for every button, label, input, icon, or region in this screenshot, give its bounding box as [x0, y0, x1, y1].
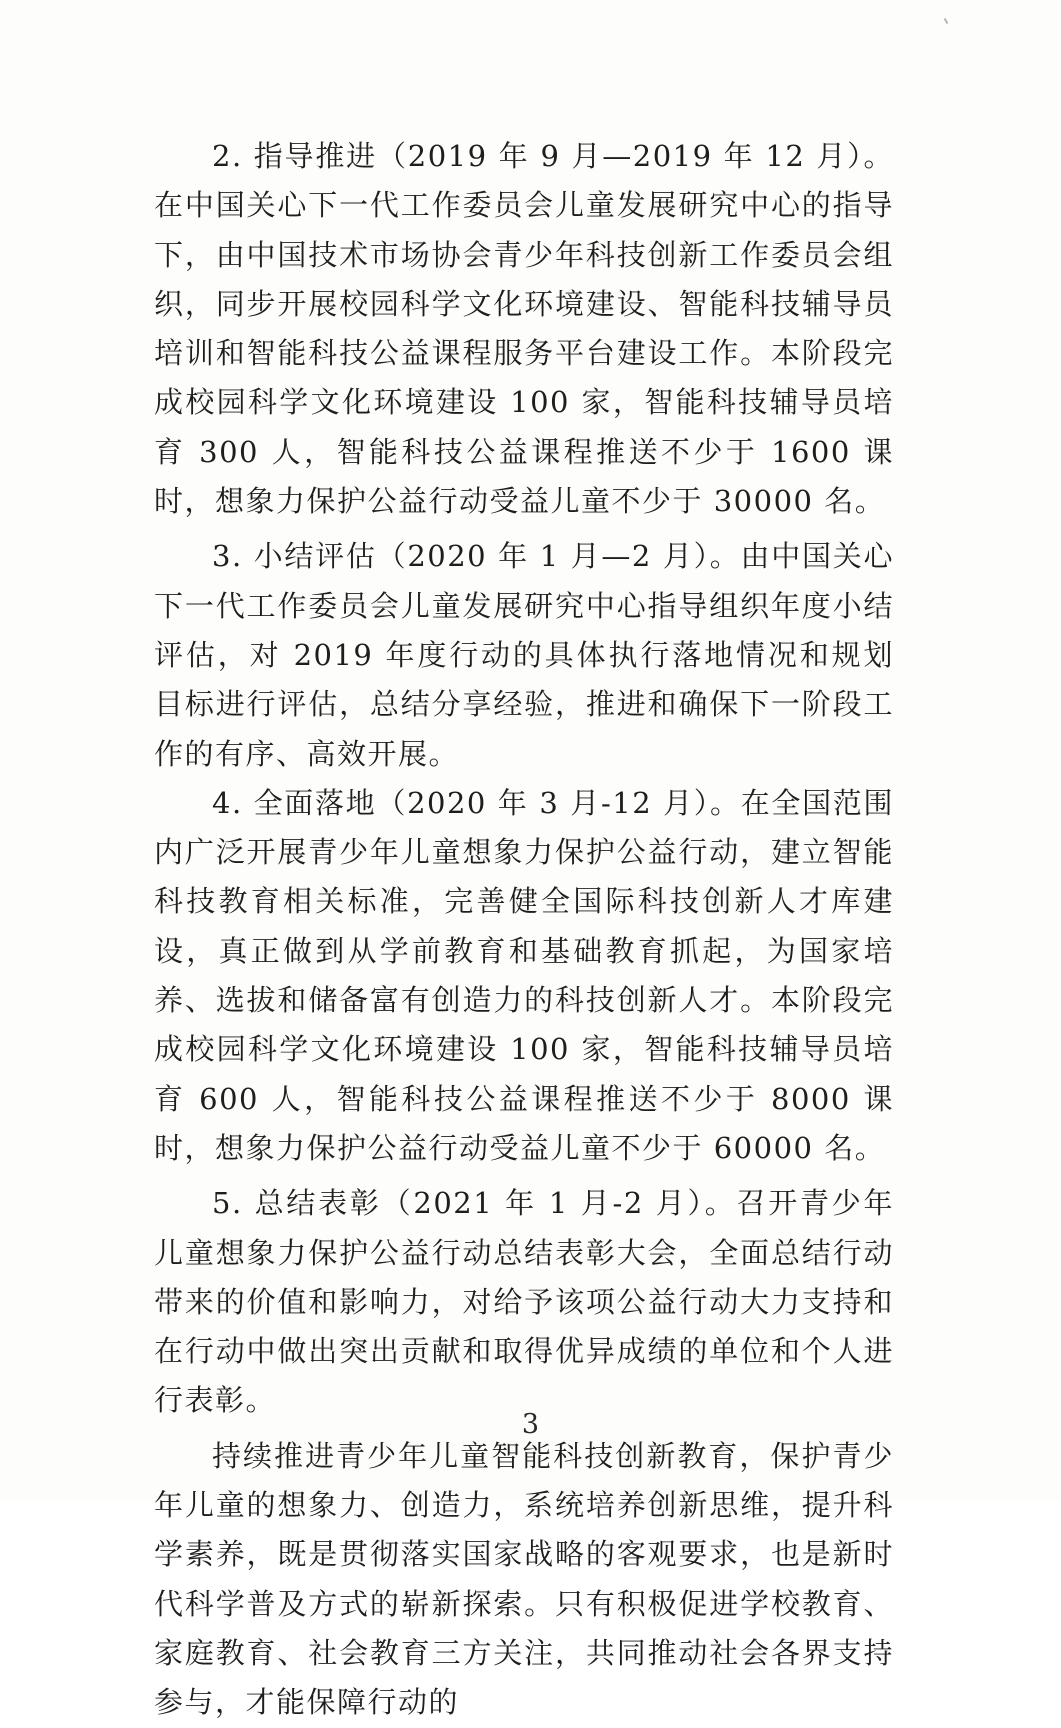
paragraph-full-implementation: 4. 全面落地（2020 年 3 月-12 月）。在全国范围内广泛开展青少年儿童想象力保护公益行动，建立智能科技教育相关标准，完善健全国际科技创新人才库建设，真正做到从学前教育和基础教育抓起，为国家培养、选拔和储备富有创造力的科技创新人才。本阶段完成校园科学文化环境建设 100 家，智能科技辅导员培育 600 人，智能科技公益课程推送不少于 8000 课时，想象力保护公益行动受益儿童不少于 60000 名。 [154, 785, 894, 1165]
paragraph-commendation: 5. 总结表彰（2021 年 1 月-2 月）。召开青少年儿童想象力保护公益行动总结表彰大会，全面总结行动带来的价值和影响力，对给予该项公益行动大力支持和在行动中做出突出贡献和取得优异成绩的单位和个人进行表彰。 [154, 1186, 894, 1418]
page-number: 3 [521, 1409, 540, 1440]
body-text [154, 132, 894, 1728]
paragraph-guidance-phase: 2. 指导推进（2019 年 9 月—2019 年 12 月）。在中国关心下一代工作委员会儿童发展研究中心的指导下，由中国技术市场协会青少年科技创新工作委员会组织，同步开展校园科学文化环境建设、智能科技辅导员培训和智能科技公益课程服务平台建设工作。本阶段完成校园科学文化环境建设 100 家，智能科技辅导员培育 300 人，智能科技公益课程推送不少于 1600 课时，想象力保护公益行动受益儿童不少于 30000 名。 [154, 139, 894, 519]
paragraph-summary-evaluation: 3. 小结评估（2020 年 1 月—2 月）。由中国关心下一代工作委员会儿童发展研究中心指导组织年度小结评估，对 2019 年度行动的具体执行落地情况和规划目标进行评估，总结分享经验，推进和确保下一阶段工作的有序、高效开展。 [154, 539, 894, 771]
paragraph-conclusion: 持续推进青少年儿童智能科技创新教育，保护青少年儿童的想象力、创造力，系统培养创新思维，提升科学素养，既是贯彻落实国家战略的客观要求，也是新时代科学普及方式的崭新探索。只有积极促进学校教育、家庭教育、社会教育三方关注，共同推动社会各界支持参与，才能保障行动的 [154, 1438, 894, 1720]
scan-speck [944, 18, 949, 24]
